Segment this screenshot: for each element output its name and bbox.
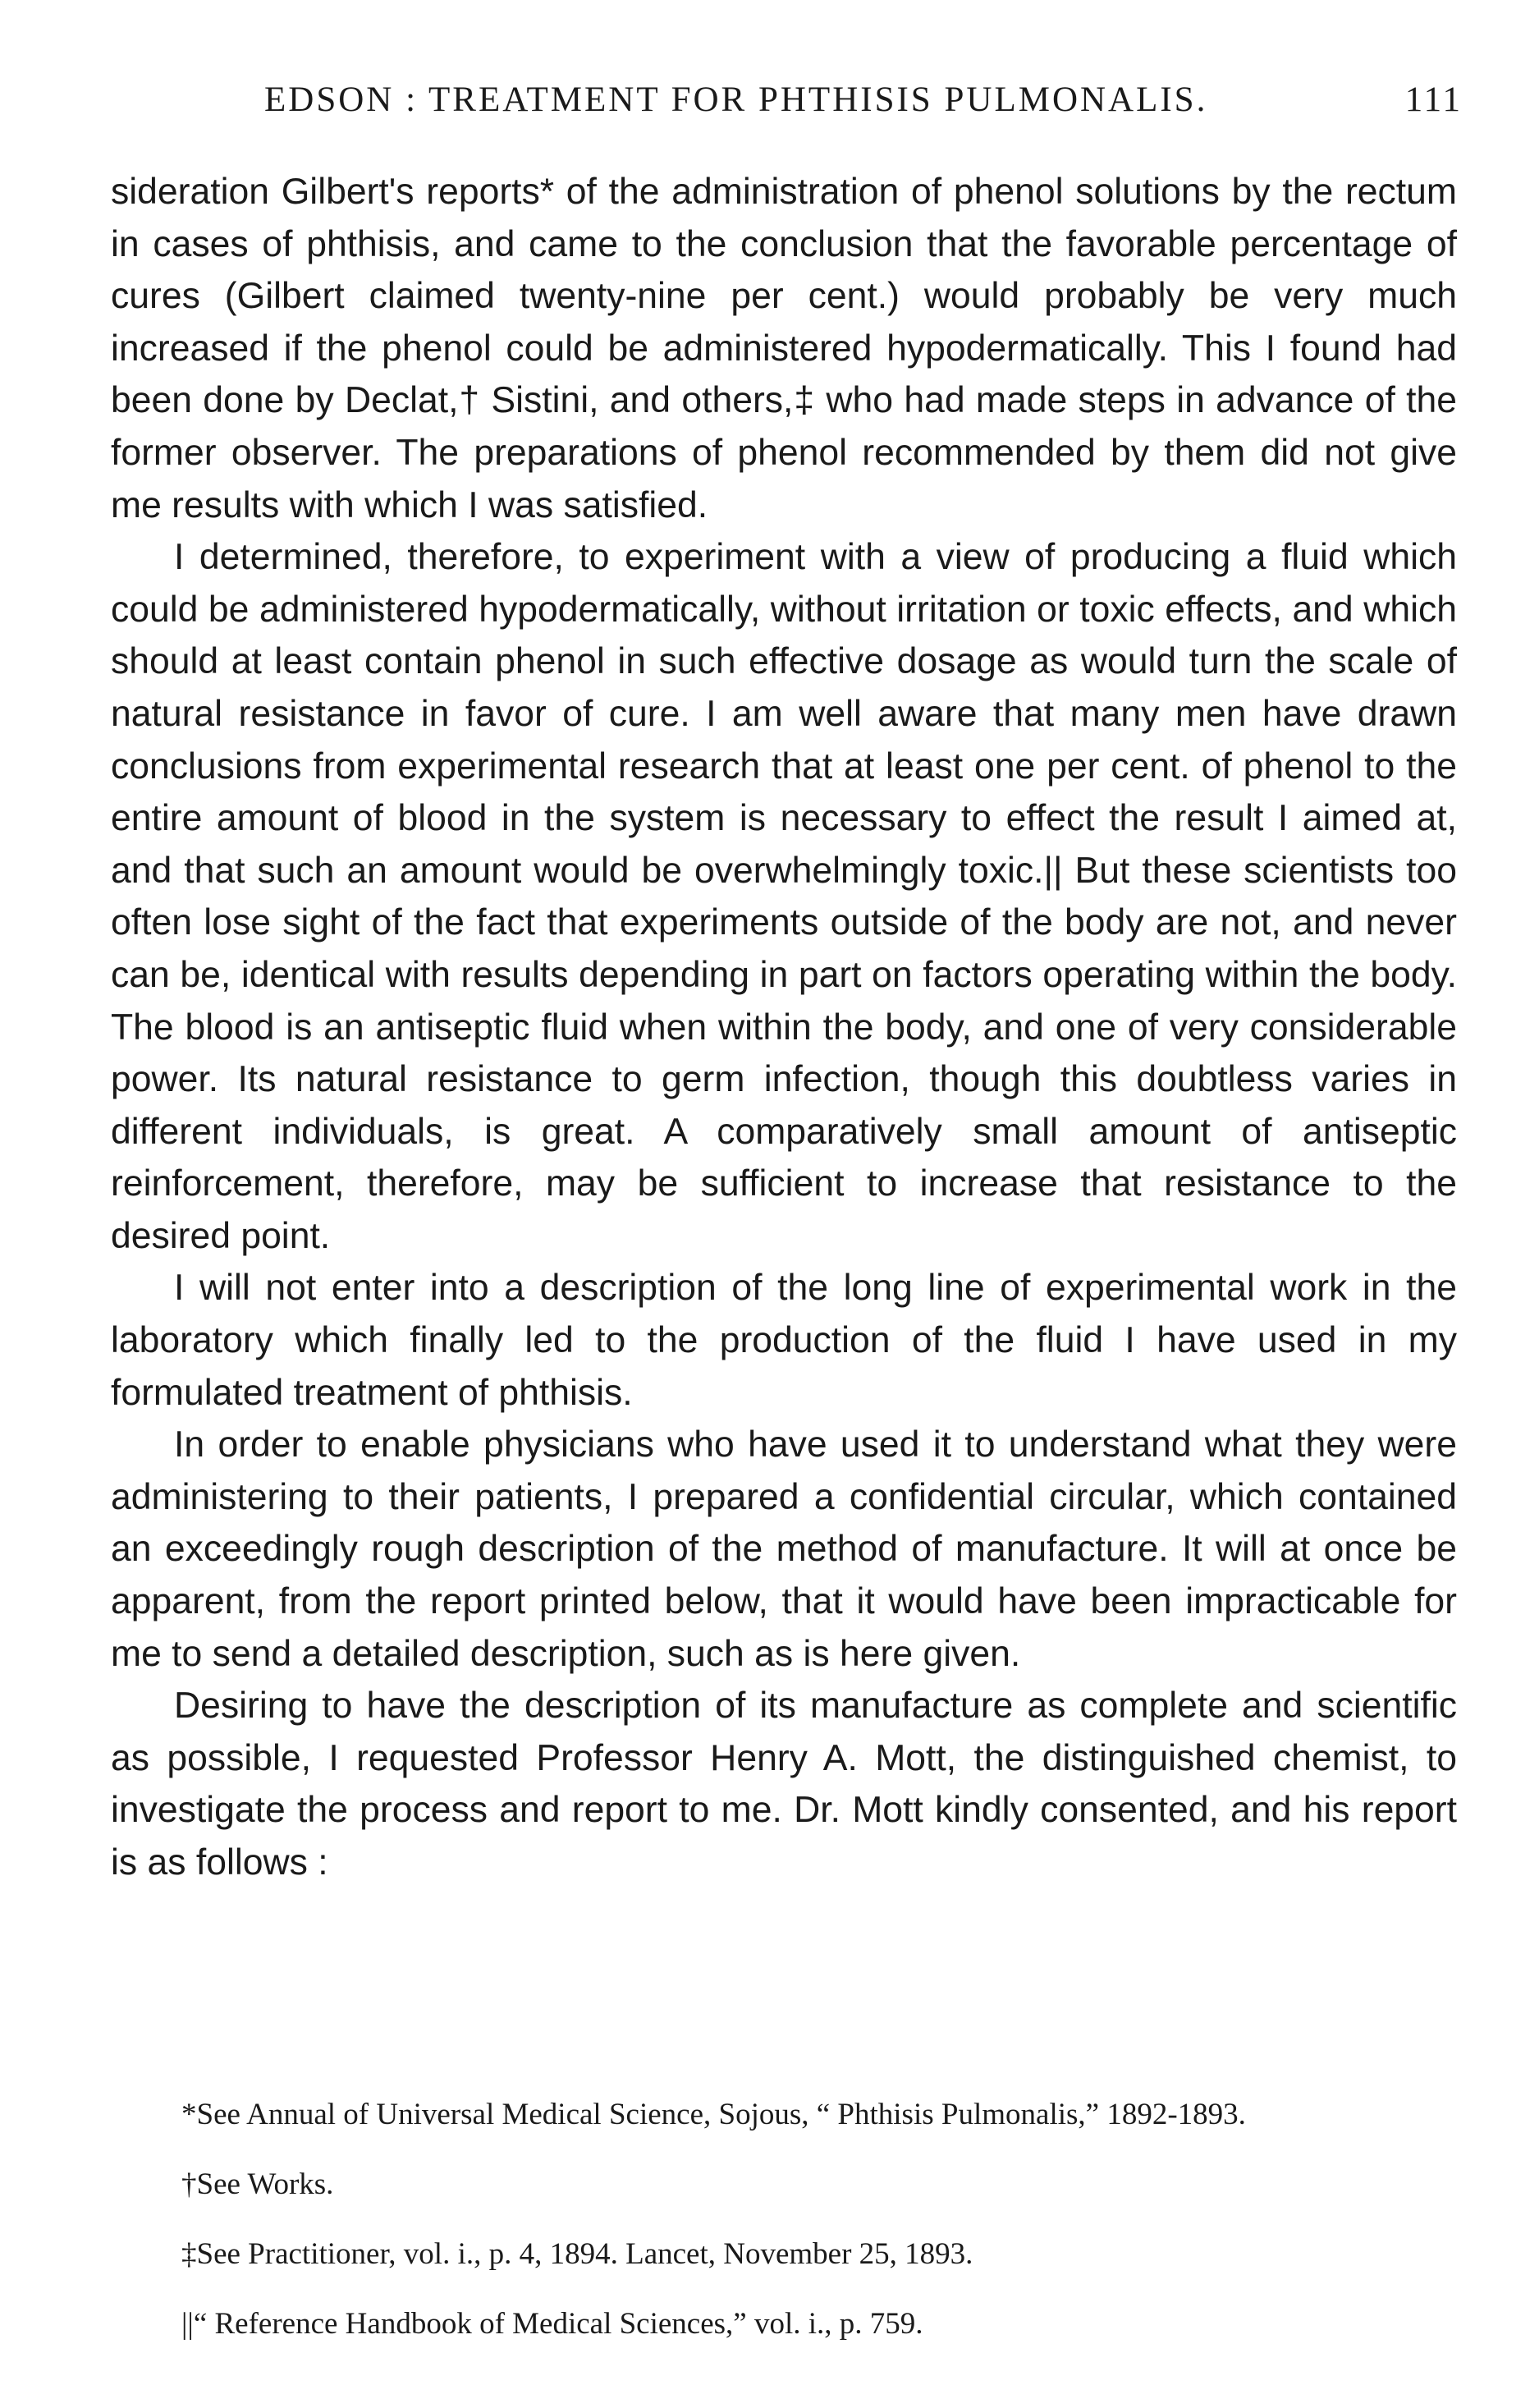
paragraph: I determined, therefore, to experiment with a view of producing a fluid which could be administered hypodermatically, without irritation or toxic effects, and which should at least contain phenol in such effective dosage as would turn the scale of natural resistance in favor of cure. I am well aware that many men have drawn conclusions from experimental research that at least one per cent. of phenol to the entire amount of blood in the system is necessary to effect the result I aimed at, and that such an amount would be overwhelmingly toxic.|| But these scientists too often lose sight of the fact that experiments outside of the body are not, and never can be, identical with results depending in part on factors operating within the body. The blood is an antiseptic fluid when within the body, and one of very considerable power. Its natural resistance to germ infection, though this doubtless varies in different individuals, is great. A comparatively small amount of antiseptic reinforcement, therefore, may be sufficient to increase that resistance to the desired point. (111, 537, 1457, 1256)
paragraph: Desiring to have the description of its manufacture as complete and scientific as possible, I requested Professor Henry A. Mott, the distinguished chemist, to investigate the process and report to me. Dr. Mott kindly consented, and his report is as follows : (111, 1686, 1457, 1883)
running-head (264, 76, 1463, 125)
footnote: *See Annual of Universal Medical Science, Sojous, “ Phthisis Pulmonalis,” 1892-1893. (181, 2098, 1246, 2131)
paragraph: I will not enter into a description of the long line of experimental work in the laboratory which finally led to the production of the fluid I have used in my formulated treatment of phthisis. (111, 1268, 1457, 1413)
footnote: ‡See Practitioner, vol. i., p. 4, 1894. Lancet, November 25, 1893. (181, 2237, 973, 2271)
footnote: ||“ Reference Handbook of Medical Sciences,” vol. i., p. 759. (181, 2307, 923, 2341)
footnote: †See Works. (181, 2167, 334, 2201)
running-head-title: EDSON : TREATMENT FOR PHTHISIS PULMONALIS. (264, 80, 1208, 119)
page-number: 111 (1404, 80, 1463, 119)
paragraph-continued: sideration Gilbert's reports* of the administration of phenol solutions by the rectum in cases of phthisis, and came to the conclusion that the favorable percentage of cures (Gilbert claimed twenty-nine per cent.) would probably be very much increased if the phenol could be administered hypodermatically. This I found had been done by Declat,† Sistini, and others,‡ who had made steps in advance of the former observer. The preparations of phenol recommended by them did not give me results with which I was satisfied. (111, 172, 1457, 525)
footnotes (111, 2089, 1457, 2350)
body-text (111, 166, 1457, 1889)
paragraph: In order to enable physicians who have used it to understand what they were administering to their patients, I prepared a confidential circular, which contained an exceedingly rough description of the method of manufacture. It will at once be apparent, from the report printed below, that it would have been impracticable for me to send a detailed description, such as is here given. (111, 1424, 1457, 1674)
